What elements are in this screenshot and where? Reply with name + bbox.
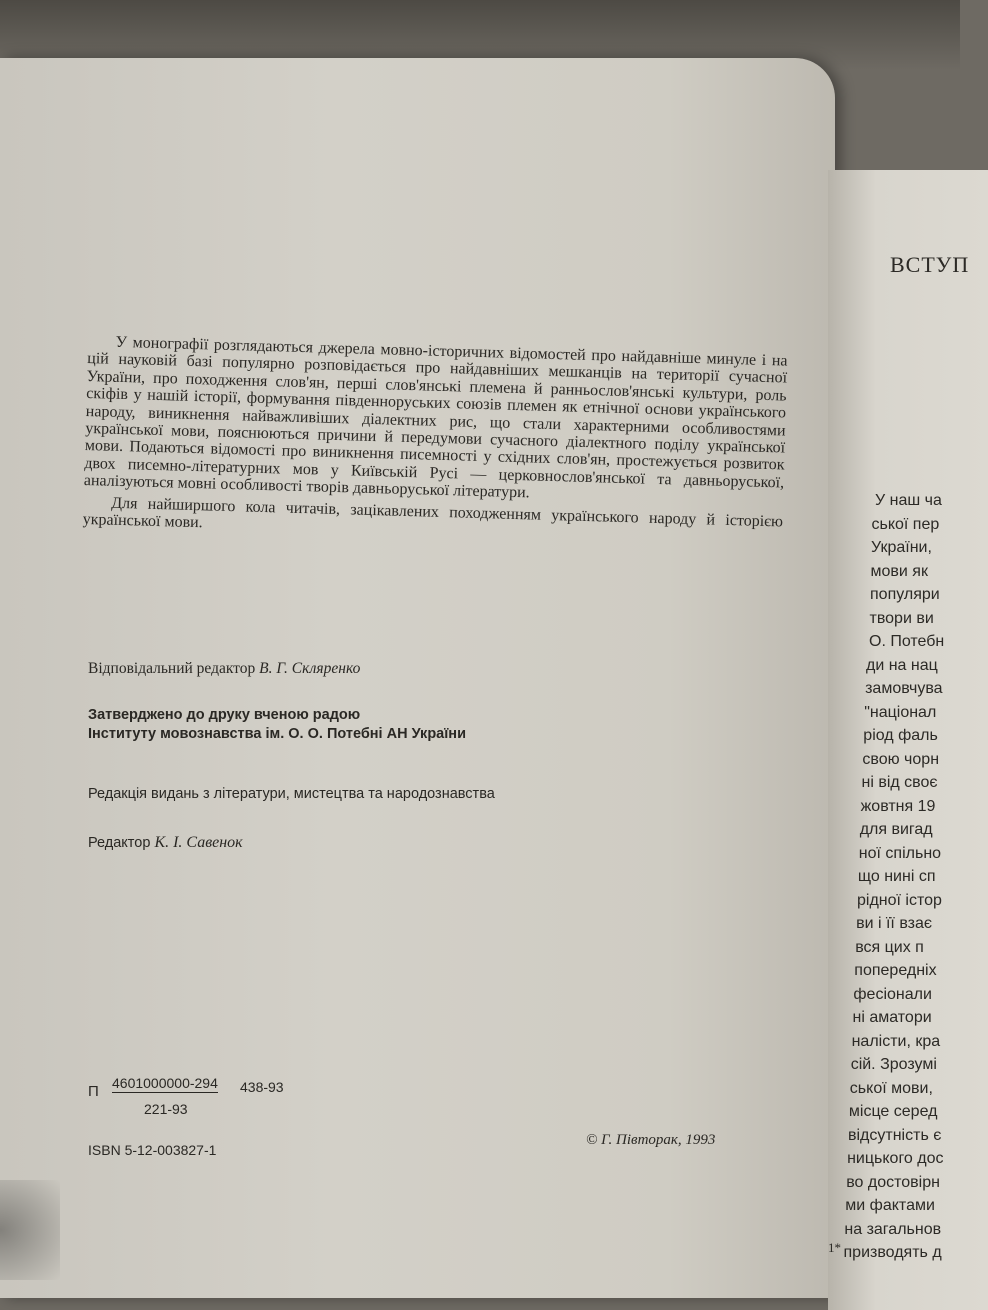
right-page-line: місце серед bbox=[848, 1103, 938, 1120]
right-page-line: ної спільно bbox=[858, 844, 942, 862]
right-page-line: для вигад bbox=[859, 821, 933, 838]
right-page-line: О. Потебн bbox=[869, 633, 945, 650]
right-page-line: ницького дос bbox=[847, 1150, 944, 1167]
right-page-line: ні аматори bbox=[852, 1009, 932, 1026]
editor bbox=[88, 834, 243, 852]
right-page-line: рідної істор bbox=[857, 891, 942, 909]
right-page-line: налісти, кра bbox=[851, 1032, 941, 1050]
right-page-line: України, bbox=[871, 539, 932, 556]
responsible-editor bbox=[88, 660, 360, 678]
right-page-line: во достовірн bbox=[846, 1173, 940, 1191]
isbn: ISBN 5-12-003827-1 bbox=[88, 1142, 217, 1158]
approval-note bbox=[88, 706, 466, 744]
right-page-line: ми фактами bbox=[845, 1197, 935, 1214]
right-page-line: на загальнов bbox=[844, 1220, 942, 1238]
right-page-line: ської мови, bbox=[849, 1079, 933, 1097]
right-page-line: призводять д bbox=[843, 1244, 942, 1261]
right-page-line: вся цих п bbox=[855, 938, 924, 956]
show-through-text bbox=[165, 185, 725, 275]
right-page-line: ської пер bbox=[871, 515, 940, 533]
right-page-line: твори ви bbox=[869, 609, 934, 627]
right-page-line: ви і її взає bbox=[856, 915, 933, 932]
right-page-line: ди на нац bbox=[866, 656, 938, 674]
right-page-line: "націонал bbox=[864, 703, 937, 721]
editor-label: Редактор bbox=[88, 835, 151, 851]
right-page-line: мови як bbox=[870, 562, 928, 580]
right-page-line: сій. Зрозумі bbox=[850, 1056, 937, 1073]
right-page-line: ні від своє bbox=[861, 774, 938, 791]
right-page-line: свою чорн bbox=[862, 750, 940, 768]
copyright: © Г. Півторак, 1993 bbox=[586, 1132, 716, 1148]
approval-line: Інституту мовознавства ім. О. О. Потебні АН України bbox=[88, 726, 466, 742]
right-page-line: попередніх bbox=[854, 962, 937, 979]
right-page-title: ВСТУП bbox=[890, 252, 970, 277]
catalog-code-denominator: 221-93 bbox=[144, 1101, 188, 1117]
right-page-line: ріод фаль bbox=[863, 727, 938, 744]
right-page-line: фесіонали bbox=[853, 985, 932, 1003]
editor-name: К. І. Савенок bbox=[154, 834, 243, 851]
abstract-paragraph: Для найширшого кола читачів, зацікавлених походженням українського народу й історією української мови. bbox=[82, 494, 784, 532]
abstract-paragraph: У монографії розглядаються джерела мовно-історичних відомостей про найдавніше минуле і на цій науковій базі популярно розповідається про найдавніших мешканців на території сучасної України, про походження слов'ян, перші слов'янські племена й ранньослов'янські культури, роль скіфів у нашій історії, формування південноруських союзів племен як етнічної основи українського народу, виникнення найважливіших діалектних рис, що стали характерними особливостями української мови, пояснюються причини й передумови сучасного діалектного поділу української мови. Подаються відомості про виникнення писемності у східних слов'ян, простежується розвиток двох писемно-літературних мов у Київській Русі — церковнослов'янської та давньоруської, аналізуються мовні особливості творів давньоруської літератури. bbox=[83, 333, 788, 502]
page-mark: 1* bbox=[828, 1240, 841, 1255]
right-page-line: жовтня 19 bbox=[860, 797, 936, 815]
finger-shadow bbox=[0, 1180, 60, 1280]
publishing-department: Редакція видань з літератури, мистецтва та народознавства bbox=[88, 786, 495, 802]
right-page-line: популяри bbox=[870, 586, 940, 603]
catalog-code-letter: П bbox=[88, 1083, 99, 1100]
approval-line: Затверджено до друку вченою радою bbox=[88, 707, 361, 723]
catalog-code-numerator: 4601000000-294 bbox=[112, 1075, 218, 1091]
responsible-editor-name: В. Г. Скляренко bbox=[259, 660, 361, 677]
right-page-line: У наш ча bbox=[875, 492, 942, 509]
right-page-line: відсутність є bbox=[848, 1126, 942, 1144]
abstract-text bbox=[83, 333, 788, 548]
right-page-line: замовчува bbox=[865, 680, 943, 697]
responsible-editor-label: Відповідальний редактор bbox=[88, 660, 256, 677]
catalog-code-extra: 438-93 bbox=[240, 1079, 284, 1095]
right-page-line: що нині сп bbox=[857, 868, 936, 885]
